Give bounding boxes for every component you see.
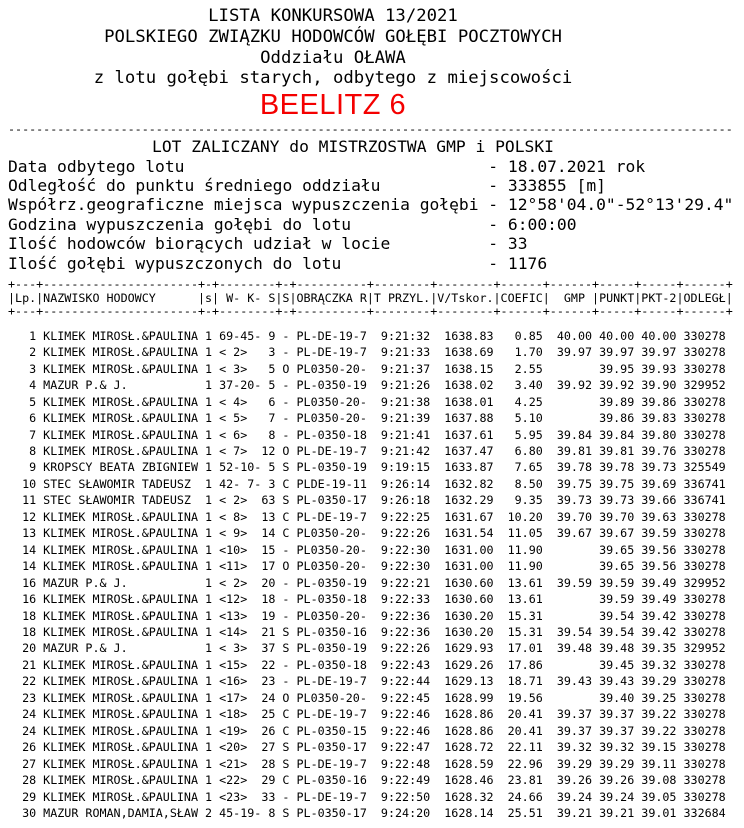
flight-info-line: Ilość hodowców biorących udział w locie - 33 bbox=[8, 234, 528, 254]
flight-info-line: Data odbytego lotu - 18.07.2021 rok bbox=[8, 156, 646, 176]
table-row: 20 MAZUR P.& J. 1 < 3> 37 S PL-0350-19 9:22:26 1629.93 17.01 39.48 39.48 39.35 329952 bbox=[8, 641, 726, 656]
dashed-divider: ------------------------------------------------------------------------------------------------------- bbox=[8, 122, 733, 137]
table-row: 24 KLIMEK MIROSŁ.&PAULINA 1 <18> 25 C PL-DE-19-7 9:22:46 1628.86 20.41 39.37 39.37 39.22 330278 bbox=[8, 707, 726, 722]
table-row: 1 KLIMEK MIROSŁ.&PAULINA 1 69-45- 9 - PL-DE-19-7 9:21:32 1638.83 0.85 40.00 40.00 40.00 330278 bbox=[8, 328, 726, 343]
table-row: 16 KLIMEK MIROSŁ.&PAULINA 1 <12> 18 - PL-0350-18 9:22:33 1630.60 13.61 39.59 39.49 330278 bbox=[8, 592, 726, 607]
table-row: 12 KLIMEK MIROSŁ.&PAULINA 1 < 8> 13 C PL-DE-19-7 9:22:25 1631.67 10.20 39.70 39.70 39.63 330278 bbox=[8, 509, 726, 524]
table-row: 29 KLIMEK MIROSŁ.&PAULINA 1 <23> 33 - PL-DE-19-7 9:22:50 1628.32 24.66 39.24 39.24 39.05 330278 bbox=[8, 789, 726, 804]
table-row: 9 KROPSCY BEATA ZBIGNIEW 1 52-10- 5 S PL-0350-19 9:19:15 1633.87 7.65 39.78 39.78 39.73 325549 bbox=[8, 460, 726, 475]
table-body bbox=[8, 328, 744, 822]
table-border-top: +---+----------------------+-+--------+-+----------+--------+--------+------+------+-----+-----+------+ bbox=[8, 277, 733, 292]
table-row: 28 KLIMEK MIROSŁ.&PAULINA 1 <22> 29 C PL-0350-16 9:22:49 1628.46 23.81 39.26 39.26 39.08 330278 bbox=[8, 773, 726, 788]
table-header-row: |Lp.|NAZWISKO HODOWCY |s| W- K- S|S|OBRĄCZKA R|T PRZYL.|V/Tskor.|COEFIC| GMP |PUNKT|PKT-2|ODLEGŁ| bbox=[8, 290, 733, 305]
table-row: 7 KLIMEK MIROSŁ.&PAULINA 1 < 6> 8 - PL-0350-18 9:21:41 1637.61 5.95 39.84 39.84 39.80 330278 bbox=[8, 427, 726, 442]
table-row: 6 KLIMEK MIROSŁ.&PAULINA 1 < 5> 7 - PL0350-20- 9:21:39 1637.88 5.10 39.86 39.83 330278 bbox=[8, 411, 726, 426]
table-row: 24 KLIMEK MIROSŁ.&PAULINA 1 <19> 26 C PL-0350-15 9:22:46 1628.86 20.41 39.37 39.37 39.22 330278 bbox=[8, 723, 726, 738]
table-row: 22 KLIMEK MIROSŁ.&PAULINA 1 <16> 23 - PL-DE-19-7 9:22:44 1629.13 18.71 39.43 39.43 39.29 330278 bbox=[8, 674, 726, 689]
flight-info-line: Współrz.geograficzne miejsca wypuszczenia gołębi - 12°58'04.0"-52°13'29.4" bbox=[8, 195, 734, 215]
flight-info-line: Ilość gołębi wypuszczonych do lotu - 1176 bbox=[8, 253, 548, 273]
table-row: 13 KLIMEK MIROSŁ.&PAULINA 1 < 9> 14 C PL0350-20- 9:22:26 1631.54 11.05 39.67 39.67 39.59 330278 bbox=[8, 526, 726, 541]
letterhead-line: LISTA KONKURSOWA 13/2021 bbox=[208, 6, 458, 26]
table-row: 5 KLIMEK MIROSŁ.&PAULINA 1 < 4> 6 - PL0350-20- 9:21:38 1638.01 4.25 39.89 39.86 330278 bbox=[8, 394, 726, 409]
table-row: 14 KLIMEK MIROSŁ.&PAULINA 1 <11> 17 O PL0350-20- 9:22:30 1631.00 11.90 39.65 39.56 330278 bbox=[8, 559, 726, 574]
letterhead-line: POLSKIEGO ZWIĄZKU HODOWCÓW GOŁĘBI POCZTOWYCH bbox=[104, 26, 562, 47]
table-row: 26 KLIMEK MIROSŁ.&PAULINA 1 <20> 27 S PL-0350-17 9:22:47 1628.72 22.11 39.32 39.32 39.15 330278 bbox=[8, 740, 726, 755]
table-row: 23 KLIMEK MIROSŁ.&PAULINA 1 <17> 24 O PL0350-20- 9:22:45 1628.99 19.56 39.40 39.25 330278 bbox=[8, 690, 726, 705]
letterhead bbox=[8, 6, 658, 89]
flight-info bbox=[8, 157, 744, 273]
letterhead-line: z lotu gołębi starych, odbytego z miejscowości bbox=[93, 68, 573, 89]
race-title: BEELITZ 6 bbox=[259, 89, 407, 122]
table-row: 8 KLIMEK MIROSŁ.&PAULINA 1 < 7> 12 O PL-DE-19-7 9:21:42 1637.47 6.80 39.81 39.81 39.76 330278 bbox=[8, 443, 726, 458]
table-row: 14 KLIMEK MIROSŁ.&PAULINA 1 <10> 15 - PL0350-20- 9:22:30 1631.00 11.90 39.65 39.56 330278 bbox=[8, 542, 726, 557]
table-row: 10 STEC SŁAWOMIR TADEUSZ 1 42- 7- 3 C PLDE-19-11 9:26:14 1632.82 8.50 39.75 39.75 39.69 336741 bbox=[8, 476, 726, 491]
table-row: 3 KLIMEK MIROSŁ.&PAULINA 1 < 3> 5 O PL0350-20- 9:21:37 1638.15 2.55 39.95 39.93 330278 bbox=[8, 361, 726, 376]
table-row: 2 KLIMEK MIROSŁ.&PAULINA 1 < 2> 3 - PL-DE-19-7 9:21:33 1638.69 1.70 39.97 39.97 39.97 330278 bbox=[8, 345, 726, 360]
table-row: 18 KLIMEK MIROSŁ.&PAULINA 1 <13> 19 - PL0350-20- 9:22:36 1630.20 15.31 39.54 39.42 330278 bbox=[8, 608, 726, 623]
table-row: 11 STEC SŁAWOMIR TADEUSZ 1 < 2> 63 S PL-0350-17 9:26:18 1632.29 9.35 39.73 39.73 39.66 336741 bbox=[8, 493, 726, 508]
table-row: 18 KLIMEK MIROSŁ.&PAULINA 1 <14> 21 S PL-0350-16 9:22:36 1630.20 15.31 39.54 39.54 39.42 330278 bbox=[8, 624, 726, 639]
table-row: 27 KLIMEK MIROSŁ.&PAULINA 1 <21> 28 S PL-DE-19-7 9:22:48 1628.59 22.96 39.29 39.29 39.11 330278 bbox=[8, 756, 726, 771]
letterhead-line: Oddziału OŁAWA bbox=[260, 47, 406, 68]
subtitle: LOT ZALICZANY do MISTRZOSTWA GMP i POLSKI bbox=[152, 137, 554, 157]
results-table bbox=[8, 278, 744, 821]
flight-info-line: Godzina wypuszczenia gołębi do lotu - 6:00:00 bbox=[8, 214, 577, 234]
table-row: 16 MAZUR P.& J. 1 < 2> 20 - PL-0350-19 9:22:21 1630.60 13.61 39.59 39.59 39.49 329952 bbox=[8, 575, 726, 590]
table-row: 4 MAZUR P.& J. 1 37-20- 5 - PL-0350-19 9:21:26 1638.02 3.40 39.92 39.92 39.90 329952 bbox=[8, 378, 726, 393]
table-row: 30 MAZUR ROMAN,DAMIA,SŁAW 2 45-19- 8 S PL-0350-17 9:24:20 1628.14 25.51 39.21 39.21 39.01 332684 bbox=[8, 805, 726, 820]
table-row: 21 KLIMEK MIROSŁ.&PAULINA 1 <15> 22 - PL-0350-18 9:22:43 1629.26 17.86 39.45 39.32 330278 bbox=[8, 657, 726, 672]
table-border-bottom: +---+----------------------+-+--------+-+----------+--------+--------+------+------+-----+-----+------+ bbox=[8, 304, 733, 319]
flight-info-line: Odległość do punktu średniego oddziału - 333855 [m] bbox=[8, 176, 606, 195]
table-header bbox=[8, 278, 744, 319]
